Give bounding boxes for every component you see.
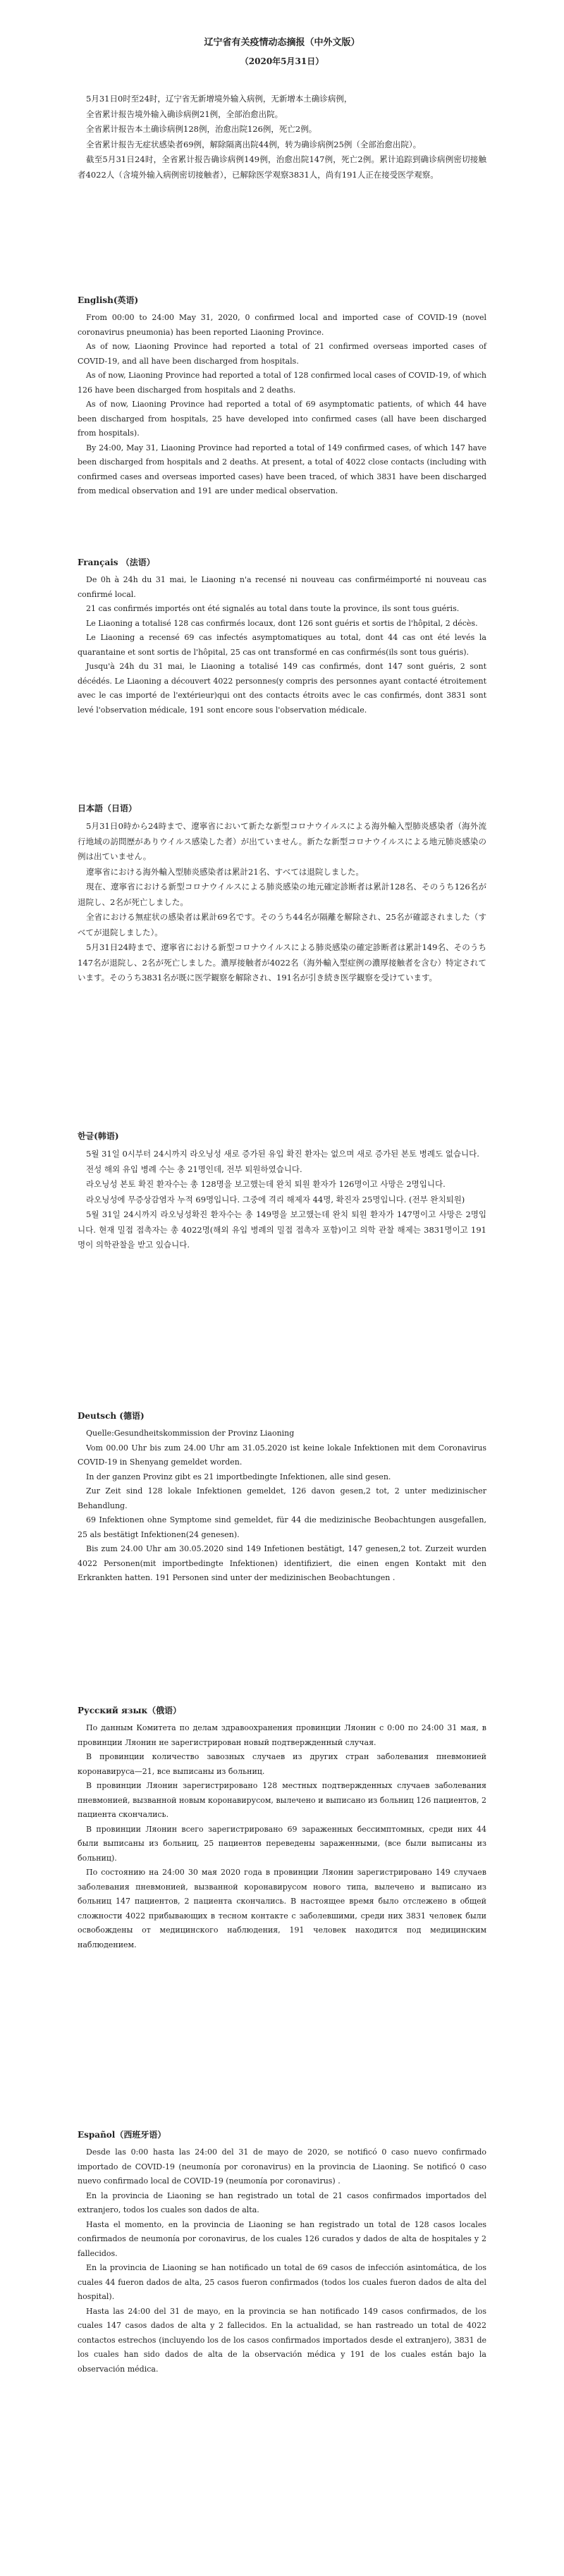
paragraph: 5月31日0時から24時まで、遼寧省において新たな新型コロナウイルスによる海外輸入型肺炎感染者（海外流行地域の訪問歴がありウイルス感染した者）が出ていません。新たな新型コロナウイルスによる地元肺炎感染の例は出ていません。 <box>78 821 486 861</box>
paragraph: Zur Zeit sind 128 lokale Infektionen gemeldet, 126 davon gesen,2 tot, 2 unter medizinischer Behandlung. <box>78 1486 486 1510</box>
section-heading: Français （法语） <box>78 557 155 567</box>
section-russian <box>78 1704 486 1952</box>
section-spanish <box>78 2128 486 2377</box>
paragraph: По состоянию на 24:00 30 мая 2020 года в провинции Ляонин зарегистрировано 149 случаев заболевания пневмонией, вызванной коронавирусом нового типа, вылечено и выписано из больниц 147 пациентов, 2 пациента скончались. В настоящее время было отслежено в общей сложности 4022 прибывающих в тесном контакте с заболевшими, среди них 3831 человек были освобождены от медицинского наблюдения, 191 человек находится под медицинским наблюдением. <box>78 1868 486 1949</box>
section-heading: Español（西班牙语） <box>78 2130 166 2140</box>
paragraph: In der ganzen Provinz gibt es 21 importbedingte Infektionen, alle sind gesen. <box>86 1472 391 1481</box>
paragraph: 現在、遼寧省における新型コロナウイルスによる肺炎感染の地元確定診断者は累計128名、そのうち126名が退院し、2名が死亡しました。 <box>78 882 486 907</box>
paragraph: As of now, Liaoning Province had reported a total of 69 asymptomatic patients, of which 44 have been discharged from hospitals, 25 have developed into confirmed cases (all have been discharged from hospitals). <box>78 400 486 438</box>
paragraph: В провинции Ляонин зарегистрировано 128 местных подтвержденных случаев заболевания пневмонией, вызванной новым коронавирусом, вылечено и выписано из больниц 126 пациентов, 2 пациента скончались. <box>78 1781 486 1819</box>
section-korean <box>78 1130 486 1253</box>
paragraph: 라오닝성 본토 확진 환자수는 총 128명을 보고했는데 완치 퇴원 환자가 126명이고 사망은 2명입니다. <box>86 1179 446 1189</box>
paragraph: 全省における無症状の感染者は累計69名です。そのうち44名が隔離を解除され、25名が確認されました（すべてが退院しました）。 <box>78 912 486 937</box>
paragraph: Desde las 0:00 hasta las 24:00 del 31 de mayo de 2020, se notificó 0 caso nuevo confirmado importado de COVID-19 (neumonía por coronavirus) en la provincia de Liaoning. Se notificó 0 caso nuevo confirmado local de COVID-19 (neumonía por coronavirus) . <box>78 2147 486 2186</box>
paragraph: 截至5月31日24时，全省累计报告确诊病例149例，治愈出院147例，死亡2例。累计追踪到确诊病例密切接触者4022人（含境外输入病例密切接触者），已解除医学观察3831人，尚有191人正在接受医学观察。 <box>78 154 486 180</box>
page-title: 辽宁省有关疫情动态摘报（中外文版） <box>204 37 360 48</box>
paragraph: From 00:00 to 24:00 May 31, 2020, 0 confirmed local and imported case of COVID-19 (novel coronavirus pneumonia) has been reported Liaoning Province. <box>78 313 486 337</box>
paragraph: В провинции Ляонин всего зарегистрировано 69 зараженных бессимптомных, среди них 44 были выписаны из больниц, 25 пациентов переведены зараженными, (все были выписаны из больниц). <box>78 1824 486 1863</box>
paragraph: As of now, Liaoning Province had reported a total of 128 confirmed local cases of COVID-19, of which 126 have been discharged from hospitals and 2 deaths. <box>78 371 486 395</box>
paragraph: Le Liaoning a totalisé 128 cas confirmés locaux, dont 126 sont guéris et sortis de l'hôpital, 2 décès. <box>86 618 478 628</box>
paragraph: Jusqu'à 24h du 31 mai, le Liaoning a totalisé 149 cas confirmés, dont 147 sont guéris, 2 sont décédés. Le Liaoning a découvert 4022 personnes(y compris des personnes ayant contacté étroitement avec le cas importé de l'extérieur)qui ont des contacts étroits avec le cas confirmés, dont 3831 sont levé l'observation médicale, 191 sont encore sous l'observation médicale. <box>78 662 486 715</box>
section-heading: English(英语) <box>78 295 139 305</box>
section-chinese <box>78 92 486 183</box>
paragraph: Vom 00.00 Uhr bis zum 24.00 Uhr am 31.05.2020 ist keine lokale Infektionen mit dem Coronavirus COVID-19 in Shenyang gemeldet worden. <box>78 1443 486 1467</box>
paragraph: En la provincia de Liaoning se han notificado un total de 69 casos de infección asintomática, de los cuales 44 fueron dados de alta, 25 casos fueron confirmados (todos los cuales fueron dados de alta del hospital). <box>78 2263 486 2301</box>
paragraph: 69 Infektionen ohne Symptome sind gemeldet, für 44 die medizinische Beobachtungen ausgefallen, 25 als bestätigt Infektionen(24 genesen). <box>78 1515 486 1539</box>
paragraph: Hasta el momento, en la provincia de Liaoning se han registrado un total de 128 casos locales confirmados de neumonía por coronavirus, de los cuales 126 curados y dados de alta de hospitales y 2 fallecidos. <box>78 2219 486 2258</box>
section-heading: 日本語（日语） <box>78 803 137 813</box>
paragraph: As of now, Liaoning Province had reported a total of 21 confirmed overseas imported cases of COVID-19, and all have been discharged from hospitals. <box>78 342 486 366</box>
section-heading: 한글(韩语) <box>78 1131 119 1141</box>
paragraph: 5月31日24時まで、遼寧省における新型コロナウイルスによる肺炎感染の確定診断者は累計149名、そのうち147名が退院し、2名が死亡しました。濃厚接触者が4022名（海外輸入型症例の濃厚接触者を含む）特定されています。そのうち3831名が既に医学観察を解除され、191名が引き続き医学観察を受けています。 <box>78 942 486 982</box>
header <box>0 35 564 69</box>
paragraph: By 24:00, May 31, Liaoning Province had reported a total of 149 confirmed cases, of which 147 have been discharged from hospitals and 2 deaths. At present, a total of 4022 close contacts (including with confirmed cases and overseas imported cases) have been traced, of which 3831 have been discharged from medical observation and 191 are under medical observation. <box>78 443 486 495</box>
paragraph: 全省累计报告无症状感染者69例，解除隔离出院44例，转为确诊病例25例（全部治愈出院）。 <box>86 139 422 149</box>
section-japanese <box>78 802 486 986</box>
paragraph: 5月31日0时至24时，辽宁省无新增境外输入病例，无新增本土确诊病例， <box>86 94 352 104</box>
paragraph: En la provincia de Liaoning se han registrado un total de 21 casos confirmados importados del extranjero, todos los cuales son dados de alta. <box>78 2190 486 2214</box>
paragraph: 전성 해외 유입 병례 수는 총 21명인데, 전부 퇴원하였습니다. <box>86 1164 302 1174</box>
paragraph: По данным Комитета по делам здравоохранения провинции Ляонин с 0:00 по 24:00 31 мая, в провинции Ляонин не зарегистрирован новый подтвержденный случая. <box>78 1723 486 1747</box>
section-french <box>78 556 486 717</box>
paragraph: Le Liaoning a recensé 69 cas infectés asymptomatiques au total, dont 44 cas ont été levés la quarantaine et sont sortis de l'hôpital, 25 cas ont transformé en cas confirmés(ils sont tous guéris). <box>78 633 486 657</box>
paragraph: De 0h à 24h du 31 mai, le Liaoning n'a recensé ni nouveau cas confirméimporté ni nouveau cas confirmé local. <box>78 575 486 599</box>
paragraph: Quelle:Gesundheitskommission der Provinz Liaoning <box>86 1429 295 1438</box>
paragraph: 全省累计报告本土确诊病例128例，治愈出院126例，死亡2例。 <box>86 124 317 134</box>
section-heading: Русский язык（俄语） <box>78 1706 182 1715</box>
paragraph: Hasta las 24:00 del 31 de mayo, en la provincia se han notificado 149 casos confirmados, de los cuales 147 casos dados de alta y 2 fallecidos. En la actualidad, se han rastreado un total de 4022 contactos estrechos (incluyendo los de los casos confirmados importados desde el extranjero), 3831 de los cuales han sido dados de alta de la observación médica y 191 de los cuales están bajo la observación médica. <box>78 2306 486 2374</box>
section-german <box>78 1410 486 1586</box>
paragraph: 全省累计报告境外输入确诊病例21例，全部治愈出院。 <box>86 109 283 119</box>
report-date: （2020年5月31日） <box>240 56 324 66</box>
paragraph: Bis zum 24.00 Uhr am 30.05.2020 sind 149 Infetionen bestätigt, 147 genesen,2 tot. Zurzeit wurden 4022 Personen(mit importbedingte Infektionen) identifiziert, die einen engen Kontakt mit den Erkrankten hatten. 191 Personen sind unter der medizinischen Beobachtungen . <box>78 1544 486 1582</box>
paragraph: 遼寧省における海外輸入型肺炎感染者は累計21名、すべては退院しました。 <box>86 866 364 877</box>
paragraph: 라오닝성에 무증상감염자 누적 69명입니다. 그중에 격리 해제자 44명, 확진자 25명입니다. (전부 완치퇴원) <box>86 1194 465 1204</box>
paragraph: В провинции количество завозных случаев из других стран заболевания пневмонией коронавируса—21, все выписаны из больниц. <box>78 1752 486 1776</box>
section-english <box>78 294 486 499</box>
paragraph: 21 cas confirmés importés ont été signalés au total dans toute la province, ils sont tous guéris. <box>86 604 460 613</box>
section-heading: Deutsch (德语) <box>78 1411 145 1421</box>
paragraph: 5월 31일 0시부터 24시까지 라오닝성 새로 증가된 유입 확진 환자는 없으며 새로 증가된 본토 병례도 없습니다. <box>86 1149 479 1159</box>
paragraph: 5월 31일 24시까지 라오닝성확진 환자수는 총 149명을 보고했는데 완치 퇴원 환자가 147명이고 사망은 2명입니다. 현재 밀접 접촉자는 총 4022명(해외 유입 병례의 밀접 접촉자 포함)이고 의학 관찰 해제는 3831명이고 191명이 의학관찰을 받고 있습니다. <box>78 1209 486 1250</box>
